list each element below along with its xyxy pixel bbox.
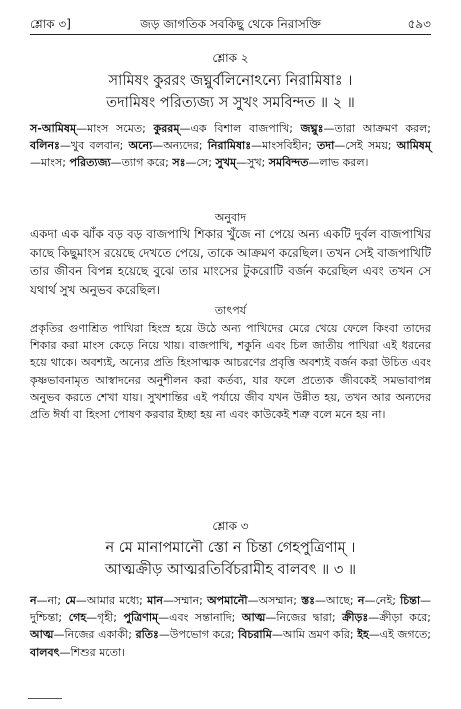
synonym-word: মে xyxy=(65,594,76,607)
synonym-meaning: —নিজের একাকী; xyxy=(53,628,136,642)
synonym-meaning: —অসম্মান; xyxy=(247,594,302,607)
synonym-word: বালবৎ xyxy=(30,645,60,659)
synonym-meaning: —খুব বলবান; xyxy=(59,139,129,153)
synonym-word: আত্ম xyxy=(241,611,266,625)
synonym-word: ক্রীড়ঃ xyxy=(342,611,369,625)
synonym-word: আমিষম্ xyxy=(396,139,431,153)
purport-text: প্রকৃতির গুণাশ্রিত পাখিরা হিংস্র হয়ে উঠে অন্য পাখিদের মেরে খেয়ে ফেলে কিংবা তাদের শিকার করা মাংস কেড়ে নিয়ে খায়। বাজপাখি, শকুনি এবং চিল জাতীয় পাখিরা এই ধরনের হয়ে থাকে। অবশ্যই, অন্যের প্রতি হিংসাত্মক আচরণের প্রবৃত্তি অবশ্যই বর্জন করা উচিত এবং কৃষ্ণভাবনামৃত আস্বাদনের অনুশীলন করা কর্তব্য, যার ফলে প্রত্যেক জীবকেই সমভাবাপন্ন অনুভব করতে শেখা যায়। সুখশান্তির এই পর্যায়ে জীব যখন উন্নীত হয়, তখন আর অন্যদের প্রতি ঈর্ষা বা হিংসা পোষণ করবার ইচ্ছা হয় না এবং কাউকেই শত্রু বলে মনে হয় না। xyxy=(30,322,431,422)
verse-3-label: শ্লোক ৩ xyxy=(212,519,249,533)
synonym-meaning: —অন্যদের; xyxy=(152,139,208,153)
synonym-meaning: —আছে; xyxy=(315,594,358,607)
synonym-word: তদা xyxy=(317,139,335,153)
synonym-meaning: —আমি ভ্রমণ করি; xyxy=(271,628,358,642)
synonym-meaning: —নিজের দ্বারা; xyxy=(265,611,343,625)
synonym-word: বলিনঃ xyxy=(30,139,60,153)
synonym-meaning: —সম্মান; xyxy=(162,594,208,607)
verse-2-synonyms xyxy=(30,120,431,172)
translation-text: একদা এক ঝাঁক বড় বড় বাজপাখি শিকার খুঁজে না পেয়ে অন্য একটি দুর্বল বাজপাখির কাছে কিছুমাংস রয়েছে দেখতে পেয়ে, তাকে আক্রমণ করেছিল। তখন সেই বাজপাখিটি তার জীবন বিপন্ন হয়েছে বুঝে তার মাংসের টুকরোটি বর্জন করেছিল এবং তখন সে যথার্থ সুখ অনুভব করেছিল। xyxy=(30,227,431,298)
synonym-word: নিরামিষাঃ xyxy=(207,139,252,153)
synonym-meaning: —আমার মধ্যে; xyxy=(75,594,148,607)
synonym-word: চিন্তা xyxy=(400,594,421,607)
synonym-meaning: —মাংসবিহীন; xyxy=(251,139,318,153)
synonym-meaning: —সুখ; xyxy=(236,156,269,170)
verse-2-label: শ্লোক ২ xyxy=(212,51,249,65)
synonym-word: সঃ xyxy=(172,156,186,170)
synonym-word: অপমানৌ xyxy=(207,594,248,607)
header-verse-ref: শ্লোক ৩] xyxy=(30,17,71,31)
synonym-meaning: —এই জগতে; xyxy=(368,628,431,642)
synonym-meaning: —ত্যাগ করে; xyxy=(110,156,173,170)
synonym-word: মান xyxy=(147,594,163,607)
synonym-word: ইহ xyxy=(357,628,369,642)
verse-3-line-2: আত্মক্রীড় আত্মরতির্বিচরামীহ বালবৎ ॥ ৩ ॥ xyxy=(104,562,357,578)
synonym-word: অন্যে xyxy=(128,139,153,153)
synonym-meaning: —এক বিশাল বাজপাখি; xyxy=(179,122,301,135)
synonym-meaning: —এবং সন্তানাদি; xyxy=(158,611,242,625)
synonym-word: ন xyxy=(30,594,37,607)
synonym-word: আত্ম xyxy=(30,628,54,642)
synonym-meaning: —গৃহী; xyxy=(86,611,124,625)
synonym-meaning: —মাংস সমেত; xyxy=(76,122,154,135)
synonym-word: পুত্রিণাম্ xyxy=(123,611,159,625)
verse-2-line-1: সামিষং কুররং জঘ্নুর্বলিনোঽন্যে নিরামিষাঃ । xyxy=(108,73,353,89)
header-rule xyxy=(30,34,431,35)
running-header xyxy=(30,16,431,32)
synonym-word: স্তঃ xyxy=(301,594,316,607)
synonym-word: রতিঃ xyxy=(135,628,159,642)
header-chapter-title: জড় জাগতিক সবকিছু থেকে নিরাসক্তি xyxy=(140,17,321,31)
synonym-meaning: —সেই সময়; xyxy=(334,139,397,153)
synonym-meaning: —সে; xyxy=(185,156,216,170)
synonym-word: ন xyxy=(357,594,365,607)
verse-3-synonyms xyxy=(30,592,431,661)
verse-2-line-2: তদামিষং পরিত্যজ্য স সুখং সমবিন্দত ॥ ২ ॥ xyxy=(106,95,355,111)
verse-3-line-1: ন মে মানাপমানৌ স্তো ন চিন্তা গেহপুত্রিণাম্ । xyxy=(105,540,356,556)
synonym-meaning: —নেই; xyxy=(364,594,401,607)
synonym-word: জঘ্নুঃ xyxy=(300,122,324,135)
synonym-meaning: —লাভ করল। xyxy=(308,156,369,170)
purport-heading: তাৎপর্য xyxy=(214,304,247,317)
synonym-word: পরিত্যজ্য xyxy=(69,156,111,170)
synonym-word: স-আমিষম্ xyxy=(30,122,77,135)
synonym-word: সুখম্ xyxy=(215,156,237,170)
translation-heading: অনুবাদ xyxy=(214,211,247,224)
synonym-meaning: —মাংস; xyxy=(30,156,70,170)
synonym-meaning: —দুশ্চিন্তা; xyxy=(30,594,432,625)
synonym-meaning: —না; xyxy=(36,594,66,607)
synonym-meaning: —ক্রীড়া করে; xyxy=(368,611,431,625)
footer-mark xyxy=(28,698,62,699)
synonym-meaning: —উপভোগ করে; xyxy=(158,628,239,642)
page-number: ৫৯৩ xyxy=(407,17,431,31)
synonym-meaning: —তারা আক্রমণ করল; xyxy=(323,122,431,135)
synonym-meaning: —শিশুর মতো। xyxy=(59,645,126,659)
synonym-word: সমবিন্দত xyxy=(268,156,309,170)
synonym-word: বিচরামি xyxy=(238,628,272,642)
synonym-word: গেহ xyxy=(68,611,87,625)
synonym-word: কুররম্ xyxy=(153,122,180,135)
